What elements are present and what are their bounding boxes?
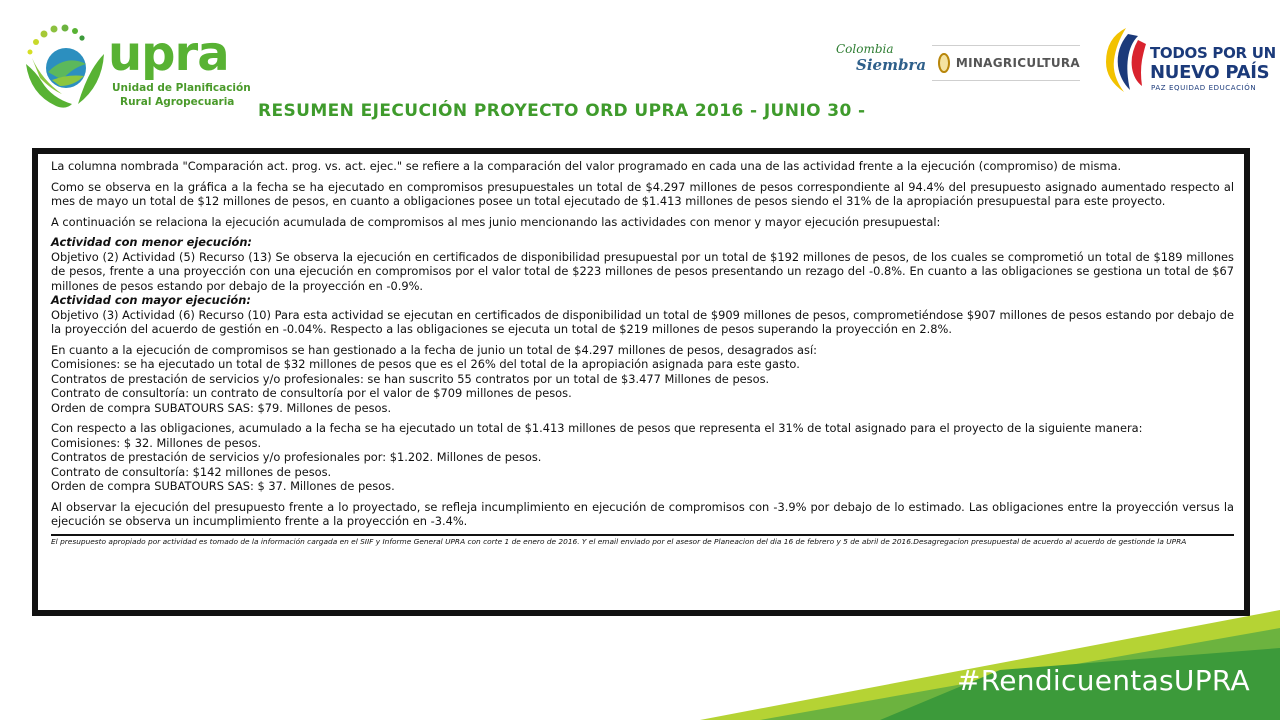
siembra-line2: Siembra (856, 56, 927, 74)
list-item: Contratos de prestación de servicios y/o profesionales por: $1.202. Millones de pesos. (51, 450, 542, 464)
list-item: Comisiones: se ha ejecutado un total de $32 millones de pesos que es el 26% del total de la apropiación asignada para este gasto. (51, 357, 800, 371)
heading-mayor-ejecucion: Actividad con mayor ejecución: (51, 293, 251, 307)
footer-green-shape (0, 600, 1280, 720)
upra-logo (22, 24, 251, 114)
list-item: Orden de compra SUBATOURS SAS: $ 37. Millones de pesos. (51, 479, 395, 493)
siembra-line1: Colombia (836, 42, 894, 56)
hashtag-rendicuentas: #RendicuentasUPRA (957, 664, 1250, 697)
minagricultura-text: MINAGRICULTURA (955, 56, 1080, 70)
paragraph-menor-ejecucion: Objetivo (2) Actividad (5) Recurso (13) Se observa la ejecución en certificados de disponibilidad presupuestal por un total de $192 millones de pesos, de los cuales se comprometió un total de $189 millones de pesos, frente a una proyección con una ejecución en compromisos por el valor total de $223 millones de pesos presentando un rezago del -0.8%. En cuanto a las obligaciones se gestiona un total de $67 millones de pesos estando por debajo de la proyección en -0.9%. (51, 249, 1234, 293)
gov-flag-icon (1102, 26, 1148, 94)
document-frame (32, 148, 1250, 616)
upra-subtitle-line2: Rural Agropecuaria (120, 96, 235, 108)
todos-por-un-nuevo-pais-logo (1100, 26, 1276, 96)
gov-logo-line2: NUEVO PAÍS (1150, 62, 1270, 83)
coat-of-arms-icon (938, 53, 950, 73)
paragraph-conclusion: Al observar la ejecución del presupuesto frente a lo proyectado, se refleja incumplimiento en ejecución de compromisos con -3.9% por debajo de lo estimado. Las obligaciones entre la proyección versus la ejecución se observa un incumplimiento frente a la proyección en -3.4%. (51, 499, 1234, 528)
list-item: Comisiones: $ 32. Millones de pesos. (51, 435, 262, 450)
list-item: Contrato de consultoría: $142 millones de pesos. (51, 464, 332, 479)
list-item: Contrato de consultoría: un contrato de consultoría por el valor de $709 millones de pesos. (51, 386, 572, 400)
heading-menor-ejecucion: Actividad con menor ejecución: (51, 235, 252, 249)
footnote: El presupuesto apropiado por actividad es tomado de la información cargada en el SIIF y Informe General UPRA con corte 1 de enero de 2016. Y el email enviado por el asesor de Planeacion del dia 16 de febrero y 5 de abril de 2016.Desagregacion presupuestal de acuerdo al acuerdo de gestionde la UPRA (51, 534, 1234, 547)
paragraph-obligaciones: Con respecto a las obligaciones, acumulado a la fecha se ha ejecutado un total de $1.413 millones de pesos que representa el 31% de total asignado para el proyecto de la siguiente manera: (51, 421, 1143, 435)
paragraph-mayor-ejecucion: Objetivo (3) Actividad (6) Recurso (10) Para esta actividad se ejecutan en certificados de disponibilidad un total de $909 millones de pesos, comprometiéndose $907 millones de pesos estando por debajo de la proyección del acuerdo de gestión en -0.04%. Respecto a las obligaciones se ejecuta un total de $219 millones de pesos superando la proyección en 2.8%. (51, 307, 1234, 336)
upra-subtitle-line1: Unidad de Planificación (112, 82, 251, 94)
paragraph-continuacion: A continuación se relaciona la ejecución acumulada de compromisos al mes junio mencionando las actividades con menor y mayor ejecución presupuestal: (51, 214, 941, 229)
colombia-siembra-logo (836, 42, 928, 78)
paragraph-ejecucion-compromisos: En cuanto a la ejecución de compromisos se han gestionado a la fecha de junio un total de $4.297 millones de pesos, desagrados así: (51, 342, 817, 357)
list-item: Orden de compra SUBATOURS SAS: $79. Millones de pesos. (51, 400, 392, 415)
upra-hands-icon (22, 24, 108, 114)
minagricultura-logo (932, 45, 1080, 81)
upra-wordmark: upra (108, 26, 229, 82)
gov-logo-tagline: PAZ EQUIDAD EDUCACIÓN (1151, 84, 1257, 92)
page-title: RESUMEN EJECUCIÓN PROYECTO ORD UPRA 2016 - JUNIO 30 - (258, 101, 866, 121)
list-item: Contratos de prestación de servicios y/o profesionales: se han suscrito 55 contratos por un total de $3.477 Millones de pesos. (51, 371, 770, 386)
gov-logo-line1: TODOS POR UN (1150, 44, 1276, 62)
document-body (36, 152, 1246, 612)
paragraph-compromisos-resumen: Como se observa en la gráfica a la fecha se ha ejecutado en compromisos presupuestales un total de $4.297 millones de pesos correspondiente al 94.4% del presupuesto asignado aumentado respecto al mes de mayo un total de $12 millones de pesos, en cuanto a obligaciones posee un total ejecutado de $1.413 millones de pesos siendo el 31% de la apropiación presupuestal para este proyecto. (51, 179, 1234, 208)
paragraph-comparacion: La columna nombrada "Comparación act. prog. vs. act. ejec." se refiere a la comparación del valor programado en cada una de las actividad frente a la ejecución (compromiso) de misma. (51, 159, 1122, 173)
